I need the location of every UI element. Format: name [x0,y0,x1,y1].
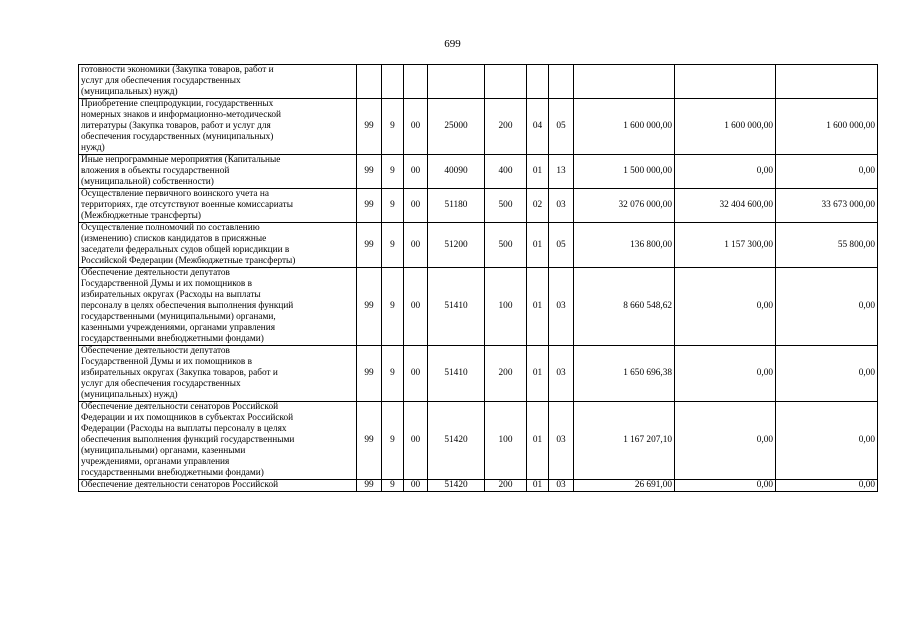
expense-type-cell: 500 [485,189,527,223]
expense-name-cell [79,402,357,480]
amount-year2-cell: 0,00 [675,346,776,402]
expense-name-line: обеспечения государственных (муниципальных) [81,132,274,142]
expense-name-line: обеспечения выполнения функций государственными [81,435,295,445]
expense-name-line: (муниципальных) нужд) [81,87,178,97]
program-code-cell [357,65,382,99]
expense-name-line: избирательных округах (Закупка товаров, работ и [81,368,278,378]
expense-name-line: (муниципальными) органами, казенными [81,446,246,456]
expense-name-line: Федерации и их помощников в субъектах Российской [81,413,294,423]
table-row [79,99,878,155]
table-row [79,268,878,346]
table-row [79,480,878,492]
expense-name-line: персоналу в целях обеспечения выполнения функций [81,301,294,311]
expense-name-cell [79,223,357,268]
subprogram-code-cell: 9 [382,402,404,480]
expense-type-cell: 100 [485,402,527,480]
expense-type-cell: 100 [485,268,527,346]
expense-name-line: казенными учреждениями, органами управления [81,323,275,333]
subsection-code-cell: 03 [549,346,574,402]
amount-year2-cell: 1 600 000,00 [675,99,776,155]
area-code-cell: 00 [404,346,428,402]
section-code-cell: 02 [527,189,549,223]
amount-year1-cell: 8 660 548,62 [574,268,675,346]
subsection-code-cell: 05 [549,99,574,155]
expense-name-line: Приобретение спецпродукции, государственных [81,99,274,109]
section-code-cell: 01 [527,346,549,402]
expense-name-line: услуг для обеспечения государственных [81,76,241,86]
area-code-cell [404,65,428,99]
amount-year2-cell: 1 157 300,00 [675,223,776,268]
subprogram-code-cell: 9 [382,99,404,155]
amount-year1-cell: 26 691,00 [574,480,675,492]
amount-year1-cell: 1 167 207,10 [574,402,675,480]
amount-year3-cell: 0,00 [776,480,878,492]
expense-name-line: избирательных округах (Расходы на выплаты [81,290,261,300]
direction-code-cell: 40090 [428,155,485,189]
expense-type-cell: 200 [485,346,527,402]
amount-year3-cell: 33 673 000,00 [776,189,878,223]
expense-name-cell [79,480,357,492]
section-code-cell: 04 [527,99,549,155]
table-row [79,402,878,480]
expense-name-line: литературы (Закупка товаров, работ и услуг для [81,121,271,131]
program-code-cell: 99 [357,346,382,402]
amount-year3-cell: 0,00 [776,155,878,189]
expense-name-line: Обеспечение деятельности депутатов [81,268,230,278]
program-code-cell: 99 [357,155,382,189]
expense-name-line: Обеспечение деятельности сенаторов Российской [81,402,279,412]
amount-year2-cell: 0,00 [675,268,776,346]
expense-name-cell [79,346,357,402]
amount-year1-cell: 1 650 696,38 [574,346,675,402]
expense-name-line: государственными внебюджетными фондами) [81,334,264,344]
subprogram-code-cell: 9 [382,155,404,189]
direction-code-cell: 51410 [428,346,485,402]
subsection-code-cell: 13 [549,155,574,189]
expense-name-line: Осуществление первичного воинского учета на [81,189,269,199]
expense-name-line: государственными внебюджетными фондами) [81,468,264,478]
amount-year3-cell: 0,00 [776,268,878,346]
expense-type-cell: 500 [485,223,527,268]
section-code-cell: 01 [527,223,549,268]
budget-table [78,64,878,492]
amount-year2-cell: 0,00 [675,480,776,492]
area-code-cell: 00 [404,99,428,155]
amount-year1-cell: 136 800,00 [574,223,675,268]
subprogram-code-cell: 9 [382,223,404,268]
section-code-cell: 01 [527,480,549,492]
expense-name-line: Иные непрограммные мероприятия (Капитальные [81,155,281,165]
expense-name-line: Федерации (Расходы на выплаты персоналу в целях [81,424,287,434]
amount-year1-cell: 1 600 000,00 [574,99,675,155]
expense-name-line: готовности экономики (Закупка товаров, работ и [81,65,274,75]
subsection-code-cell [549,65,574,99]
subsection-code-cell: 05 [549,223,574,268]
subprogram-code-cell: 9 [382,346,404,402]
amount-year3-cell: 0,00 [776,346,878,402]
subprogram-code-cell: 9 [382,480,404,492]
expense-name-line: Обеспечение деятельности сенаторов Российской [81,480,279,490]
section-code-cell: 01 [527,268,549,346]
direction-code-cell: 51420 [428,480,485,492]
direction-code-cell: 51420 [428,402,485,480]
expense-name-line: государственными (муниципальными) органами, [81,312,276,322]
expense-name-line: заседатели федеральных судов общей юрисдикции в [81,245,290,255]
area-code-cell: 00 [404,223,428,268]
expense-name-cell [79,189,357,223]
section-code-cell [527,65,549,99]
amount-year2-cell [675,65,776,99]
expense-name-line: (изменению) списков кандидатов в присяжные [81,234,267,244]
program-code-cell: 99 [357,189,382,223]
amount-year3-cell: 1 600 000,00 [776,99,878,155]
section-code-cell: 01 [527,402,549,480]
expense-type-cell: 200 [485,99,527,155]
amount-year3-cell: 55 800,00 [776,223,878,268]
program-code-cell: 99 [357,402,382,480]
area-code-cell: 00 [404,480,428,492]
area-code-cell: 00 [404,402,428,480]
expense-name-line: (Межбюджетные трансферты) [81,211,202,221]
direction-code-cell: 25000 [428,99,485,155]
expense-name-line: услуг для обеспечения государственных [81,379,241,389]
expense-name-cell [79,155,357,189]
amount-year1-cell [574,65,675,99]
expense-type-cell: 200 [485,480,527,492]
expense-name-line: Государственной Думы и их помощников в [81,357,253,367]
subsection-code-cell: 03 [549,189,574,223]
expense-name-line: территориях, где отсутствуют военные комиссариаты [81,200,293,210]
direction-code-cell: 51200 [428,223,485,268]
expense-name-line: Осуществление полномочий по составлению [81,223,260,233]
subsection-code-cell: 03 [549,402,574,480]
expense-name-cell [79,268,357,346]
table-row [79,65,878,99]
direction-code-cell: 51180 [428,189,485,223]
table-body [79,65,878,492]
expense-name-line: Российской Федерации (Межбюджетные трансферты) [81,256,296,266]
amount-year3-cell [776,65,878,99]
expense-name-line: нужд) [81,143,105,153]
direction-code-cell [428,65,485,99]
table-row [79,189,878,223]
amount-year3-cell: 0,00 [776,402,878,480]
expense-name-line: Государственной Думы и их помощников в [81,279,253,289]
subsection-code-cell: 03 [549,268,574,346]
expense-type-cell [485,65,527,99]
program-code-cell: 99 [357,268,382,346]
area-code-cell: 00 [404,155,428,189]
program-code-cell: 99 [357,223,382,268]
expense-name-line: Обеспечение деятельности депутатов [81,346,230,356]
table-row [79,346,878,402]
program-code-cell: 99 [357,480,382,492]
program-code-cell: 99 [357,99,382,155]
direction-code-cell: 51410 [428,268,485,346]
table-row [79,155,878,189]
area-code-cell: 00 [404,268,428,346]
subprogram-code-cell: 9 [382,268,404,346]
expense-name-line: (муниципальной) собственности) [81,177,214,187]
amount-year1-cell: 32 076 000,00 [574,189,675,223]
expense-name-cell [79,65,357,99]
expense-type-cell: 400 [485,155,527,189]
subprogram-code-cell: 9 [382,189,404,223]
subprogram-code-cell [382,65,404,99]
page-number: 699 [444,38,461,50]
table-row [79,223,878,268]
expense-name-line: учреждениями, органами управления [81,457,230,467]
expense-name-line: вложения в объекты государственной [81,166,230,176]
amount-year2-cell: 0,00 [675,402,776,480]
expense-name-line: номерных знаков и информационно-методической [81,110,282,120]
amount-year2-cell: 0,00 [675,155,776,189]
expense-name-line: (муниципальных) нужд) [81,390,178,400]
area-code-cell: 00 [404,189,428,223]
amount-year2-cell: 32 404 600,00 [675,189,776,223]
section-code-cell: 01 [527,155,549,189]
subsection-code-cell: 03 [549,480,574,492]
amount-year1-cell: 1 500 000,00 [574,155,675,189]
expense-name-cell [79,99,357,155]
